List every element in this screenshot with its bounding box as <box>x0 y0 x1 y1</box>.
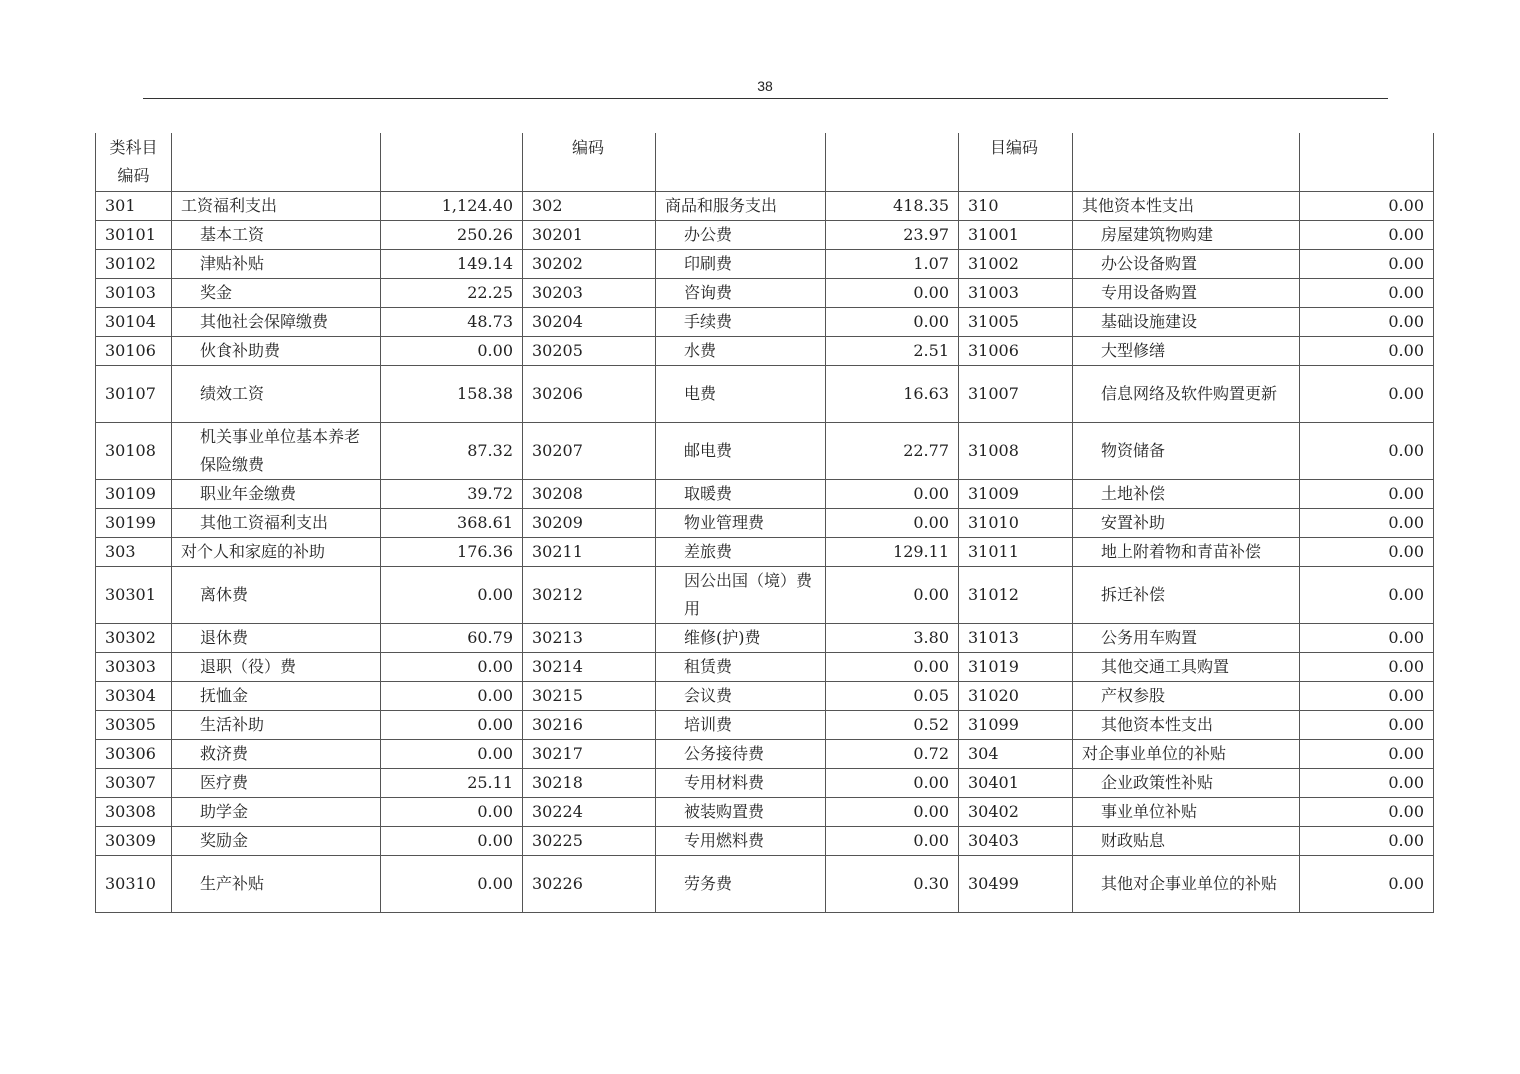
item-code-cell: 31003 <box>959 279 1073 308</box>
item-code-cell: 31005 <box>959 308 1073 337</box>
item-name-cell: 专用材料费 <box>656 769 826 798</box>
item-amount-cell: 0.00 <box>381 711 523 740</box>
item-code-cell: 30203 <box>523 279 656 308</box>
item-name-cell: 其他交通工具购置 <box>1073 653 1300 682</box>
item-amount-cell: 418.35 <box>826 192 959 221</box>
table-row <box>96 337 1434 366</box>
item-amount-cell: 0.72 <box>826 740 959 769</box>
item-amount-cell: 368.61 <box>381 509 523 538</box>
item-code-cell: 31099 <box>959 711 1073 740</box>
item-amount-cell: 16.63 <box>826 366 959 423</box>
item-amount-cell: 0.00 <box>1300 798 1434 827</box>
item-name-cell: 基础设施建设 <box>1073 308 1300 337</box>
item-name-cell: 邮电费 <box>656 423 826 480</box>
header-blank <box>1300 133 1434 192</box>
item-code-cell: 310 <box>959 192 1073 221</box>
item-code-cell: 31008 <box>959 423 1073 480</box>
item-amount-cell: 0.00 <box>1300 567 1434 624</box>
item-amount-cell: 0.00 <box>381 740 523 769</box>
table-header-row <box>96 133 1434 192</box>
item-name-cell: 其他工资福利支出 <box>172 509 381 538</box>
item-amount-cell: 25.11 <box>381 769 523 798</box>
item-amount-cell: 0.00 <box>381 567 523 624</box>
table-row <box>96 711 1434 740</box>
item-name-cell: 职业年金缴费 <box>172 480 381 509</box>
item-amount-cell: 0.30 <box>826 856 959 913</box>
item-name-cell: 地上附着物和青苗补偿 <box>1073 538 1300 567</box>
item-amount-cell: 22.77 <box>826 423 959 480</box>
item-name-cell: 办公费 <box>656 221 826 250</box>
item-code-cell: 30209 <box>523 509 656 538</box>
item-name-cell: 退休费 <box>172 624 381 653</box>
table-row <box>96 682 1434 711</box>
item-code-cell: 30403 <box>959 827 1073 856</box>
item-code-cell: 30109 <box>96 480 172 509</box>
item-amount-cell: 0.00 <box>381 682 523 711</box>
item-amount-cell: 22.25 <box>381 279 523 308</box>
table-row <box>96 798 1434 827</box>
item-code-cell: 31010 <box>959 509 1073 538</box>
page-number: 38 <box>757 78 773 94</box>
item-amount-cell: 0.00 <box>1300 366 1434 423</box>
item-code-cell: 30309 <box>96 827 172 856</box>
table-row <box>96 308 1434 337</box>
item-amount-cell: 1,124.40 <box>381 192 523 221</box>
item-code-cell: 30205 <box>523 337 656 366</box>
item-code-cell: 30218 <box>523 769 656 798</box>
header-blank <box>1073 133 1300 192</box>
item-code-cell: 30302 <box>96 624 172 653</box>
table-body <box>96 133 1434 913</box>
item-code-cell: 30215 <box>523 682 656 711</box>
header-blank <box>656 133 826 192</box>
item-amount-cell: 0.00 <box>1300 653 1434 682</box>
item-amount-cell: 23.97 <box>826 221 959 250</box>
item-code-cell: 30307 <box>96 769 172 798</box>
item-amount-cell: 0.00 <box>826 827 959 856</box>
item-name-cell: 公务用车购置 <box>1073 624 1300 653</box>
item-code-cell: 30217 <box>523 740 656 769</box>
table-row <box>96 567 1434 624</box>
table-row <box>96 624 1434 653</box>
item-code-cell: 304 <box>959 740 1073 769</box>
item-name-cell: 印刷费 <box>656 250 826 279</box>
table-row <box>96 653 1434 682</box>
item-name-cell: 事业单位补贴 <box>1073 798 1300 827</box>
item-name-cell: 会议费 <box>656 682 826 711</box>
item-name-cell: 其他资本性支出 <box>1073 711 1300 740</box>
item-amount-cell: 0.00 <box>1300 856 1434 913</box>
item-code-cell: 31002 <box>959 250 1073 279</box>
item-code-cell: 30401 <box>959 769 1073 798</box>
item-amount-cell: 0.00 <box>826 567 959 624</box>
item-name-cell: 土地补偿 <box>1073 480 1300 509</box>
header-blank <box>172 133 381 192</box>
item-name-cell: 绩效工资 <box>172 366 381 423</box>
table-row <box>96 827 1434 856</box>
item-name-cell: 拆迁补偿 <box>1073 567 1300 624</box>
item-amount-cell: 87.32 <box>381 423 523 480</box>
item-name-cell: 医疗费 <box>172 769 381 798</box>
table-row <box>96 279 1434 308</box>
item-amount-cell: 0.00 <box>1300 509 1434 538</box>
item-name-cell: 伙食补助费 <box>172 337 381 366</box>
header-blank <box>381 133 523 192</box>
item-name-cell: 退职（役）费 <box>172 653 381 682</box>
item-amount-cell: 0.00 <box>1300 250 1434 279</box>
item-amount-cell: 0.00 <box>381 798 523 827</box>
item-name-cell: 机关事业单位基本养老保险缴费 <box>172 423 381 480</box>
item-name-cell: 水费 <box>656 337 826 366</box>
item-code-cell: 30308 <box>96 798 172 827</box>
item-code-cell: 31006 <box>959 337 1073 366</box>
item-code-cell: 30201 <box>523 221 656 250</box>
item-name-cell: 其他资本性支出 <box>1073 192 1300 221</box>
item-code-cell: 30106 <box>96 337 172 366</box>
item-code-cell: 31012 <box>959 567 1073 624</box>
item-name-cell: 信息网络及软件购置更新 <box>1073 366 1300 423</box>
table-row <box>96 538 1434 567</box>
item-code-cell: 30211 <box>523 538 656 567</box>
item-name-cell: 奖金 <box>172 279 381 308</box>
item-code-cell: 30402 <box>959 798 1073 827</box>
item-amount-cell: 250.26 <box>381 221 523 250</box>
item-name-cell: 救济费 <box>172 740 381 769</box>
item-code-cell: 30101 <box>96 221 172 250</box>
item-name-cell: 维修(护)费 <box>656 624 826 653</box>
item-amount-cell: 0.00 <box>1300 740 1434 769</box>
item-amount-cell: 0.00 <box>381 653 523 682</box>
item-amount-cell: 0.00 <box>1300 624 1434 653</box>
item-code-cell: 30202 <box>523 250 656 279</box>
table-row <box>96 221 1434 250</box>
item-name-cell: 产权参股 <box>1073 682 1300 711</box>
item-code-cell: 30213 <box>523 624 656 653</box>
item-amount-cell: 0.00 <box>1300 337 1434 366</box>
item-code-cell: 30102 <box>96 250 172 279</box>
item-amount-cell: 0.05 <box>826 682 959 711</box>
table-row <box>96 192 1434 221</box>
item-amount-cell: 3.80 <box>826 624 959 653</box>
item-amount-cell: 0.00 <box>1300 769 1434 798</box>
item-name-cell: 物资储备 <box>1073 423 1300 480</box>
item-name-cell: 生活补助 <box>172 711 381 740</box>
item-name-cell: 咨询费 <box>656 279 826 308</box>
item-code-cell: 30212 <box>523 567 656 624</box>
item-code-cell: 31011 <box>959 538 1073 567</box>
table-row <box>96 769 1434 798</box>
item-name-cell: 被装购置费 <box>656 798 826 827</box>
item-amount-cell: 0.00 <box>826 480 959 509</box>
item-code-cell: 31001 <box>959 221 1073 250</box>
item-name-cell: 工资福利支出 <box>172 192 381 221</box>
table-row <box>96 740 1434 769</box>
item-amount-cell: 0.00 <box>826 308 959 337</box>
item-name-cell: 劳务费 <box>656 856 826 913</box>
item-code-cell: 30301 <box>96 567 172 624</box>
item-amount-cell: 0.00 <box>1300 538 1434 567</box>
item-name-cell: 对企事业单位的补贴 <box>1073 740 1300 769</box>
item-name-cell: 离休费 <box>172 567 381 624</box>
item-amount-cell: 39.72 <box>381 480 523 509</box>
header-rule <box>143 98 1388 99</box>
table-row <box>96 366 1434 423</box>
item-code-cell: 30224 <box>523 798 656 827</box>
item-name-cell: 手续费 <box>656 308 826 337</box>
item-amount-cell: 0.00 <box>826 279 959 308</box>
table-row <box>96 250 1434 279</box>
table-row <box>96 480 1434 509</box>
item-code-cell: 302 <box>523 192 656 221</box>
item-code-cell: 30103 <box>96 279 172 308</box>
item-code-cell: 30206 <box>523 366 656 423</box>
item-code-cell: 30306 <box>96 740 172 769</box>
header-item-code: 目编码 <box>959 133 1073 192</box>
item-code-cell: 30225 <box>523 827 656 856</box>
item-code-cell: 30499 <box>959 856 1073 913</box>
header-code: 编码 <box>523 133 656 192</box>
item-name-cell: 培训费 <box>656 711 826 740</box>
item-name-cell: 租赁费 <box>656 653 826 682</box>
item-amount-cell: 48.73 <box>381 308 523 337</box>
header-class-code: 类科目编码 <box>96 133 172 192</box>
item-amount-cell: 0.00 <box>1300 279 1434 308</box>
item-amount-cell: 0.00 <box>1300 682 1434 711</box>
item-name-cell: 其他对企事业单位的补贴 <box>1073 856 1300 913</box>
table-row <box>96 856 1434 913</box>
item-name-cell: 公务接待费 <box>656 740 826 769</box>
item-name-cell: 助学金 <box>172 798 381 827</box>
item-name-cell: 专用燃料费 <box>656 827 826 856</box>
item-amount-cell: 0.52 <box>826 711 959 740</box>
item-amount-cell: 0.00 <box>1300 308 1434 337</box>
budget-table <box>95 133 1434 913</box>
item-code-cell: 30108 <box>96 423 172 480</box>
item-amount-cell: 0.00 <box>826 653 959 682</box>
item-code-cell: 30214 <box>523 653 656 682</box>
item-amount-cell: 0.00 <box>826 798 959 827</box>
item-amount-cell: 158.38 <box>381 366 523 423</box>
item-code-cell: 30303 <box>96 653 172 682</box>
item-code-cell: 30208 <box>523 480 656 509</box>
item-name-cell: 电费 <box>656 366 826 423</box>
item-name-cell: 专用设备购置 <box>1073 279 1300 308</box>
item-amount-cell: 0.00 <box>381 856 523 913</box>
item-name-cell: 差旅费 <box>656 538 826 567</box>
item-amount-cell: 0.00 <box>1300 192 1434 221</box>
item-name-cell: 其他社会保障缴费 <box>172 308 381 337</box>
item-name-cell: 商品和服务支出 <box>656 192 826 221</box>
item-amount-cell: 0.00 <box>826 769 959 798</box>
item-name-cell: 大型修缮 <box>1073 337 1300 366</box>
item-code-cell: 30226 <box>523 856 656 913</box>
item-code-cell: 31019 <box>959 653 1073 682</box>
table-row <box>96 423 1434 480</box>
item-amount-cell: 176.36 <box>381 538 523 567</box>
item-amount-cell: 0.00 <box>1300 711 1434 740</box>
item-amount-cell: 129.11 <box>826 538 959 567</box>
item-name-cell: 对个人和家庭的补助 <box>172 538 381 567</box>
item-name-cell: 生产补贴 <box>172 856 381 913</box>
table-row <box>96 509 1434 538</box>
item-code-cell: 30199 <box>96 509 172 538</box>
item-name-cell: 因公出国（境）费用 <box>656 567 826 624</box>
item-code-cell: 30310 <box>96 856 172 913</box>
item-amount-cell: 60.79 <box>381 624 523 653</box>
item-code-cell: 31007 <box>959 366 1073 423</box>
item-code-cell: 30107 <box>96 366 172 423</box>
item-code-cell: 303 <box>96 538 172 567</box>
item-amount-cell: 0.00 <box>1300 827 1434 856</box>
item-code-cell: 30305 <box>96 711 172 740</box>
item-code-cell: 30207 <box>523 423 656 480</box>
item-name-cell: 安置补助 <box>1073 509 1300 538</box>
item-code-cell: 30216 <box>523 711 656 740</box>
item-amount-cell: 0.00 <box>1300 423 1434 480</box>
item-name-cell: 取暖费 <box>656 480 826 509</box>
item-name-cell: 企业政策性补贴 <box>1073 769 1300 798</box>
item-code-cell: 31013 <box>959 624 1073 653</box>
item-code-cell: 30104 <box>96 308 172 337</box>
item-name-cell: 抚恤金 <box>172 682 381 711</box>
item-amount-cell: 0.00 <box>381 337 523 366</box>
item-amount-cell: 149.14 <box>381 250 523 279</box>
item-name-cell: 财政贴息 <box>1073 827 1300 856</box>
item-code-cell: 31009 <box>959 480 1073 509</box>
item-amount-cell: 0.00 <box>826 509 959 538</box>
item-amount-cell: 0.00 <box>1300 221 1434 250</box>
item-amount-cell: 2.51 <box>826 337 959 366</box>
item-name-cell: 物业管理费 <box>656 509 826 538</box>
item-name-cell: 奖励金 <box>172 827 381 856</box>
item-code-cell: 30204 <box>523 308 656 337</box>
item-name-cell: 房屋建筑物购建 <box>1073 221 1300 250</box>
item-amount-cell: 0.00 <box>381 827 523 856</box>
item-amount-cell: 1.07 <box>826 250 959 279</box>
item-code-cell: 301 <box>96 192 172 221</box>
item-code-cell: 30304 <box>96 682 172 711</box>
item-amount-cell: 0.00 <box>1300 480 1434 509</box>
item-code-cell: 31020 <box>959 682 1073 711</box>
item-name-cell: 办公设备购置 <box>1073 250 1300 279</box>
header-blank <box>826 133 959 192</box>
item-name-cell: 津贴补贴 <box>172 250 381 279</box>
item-name-cell: 基本工资 <box>172 221 381 250</box>
